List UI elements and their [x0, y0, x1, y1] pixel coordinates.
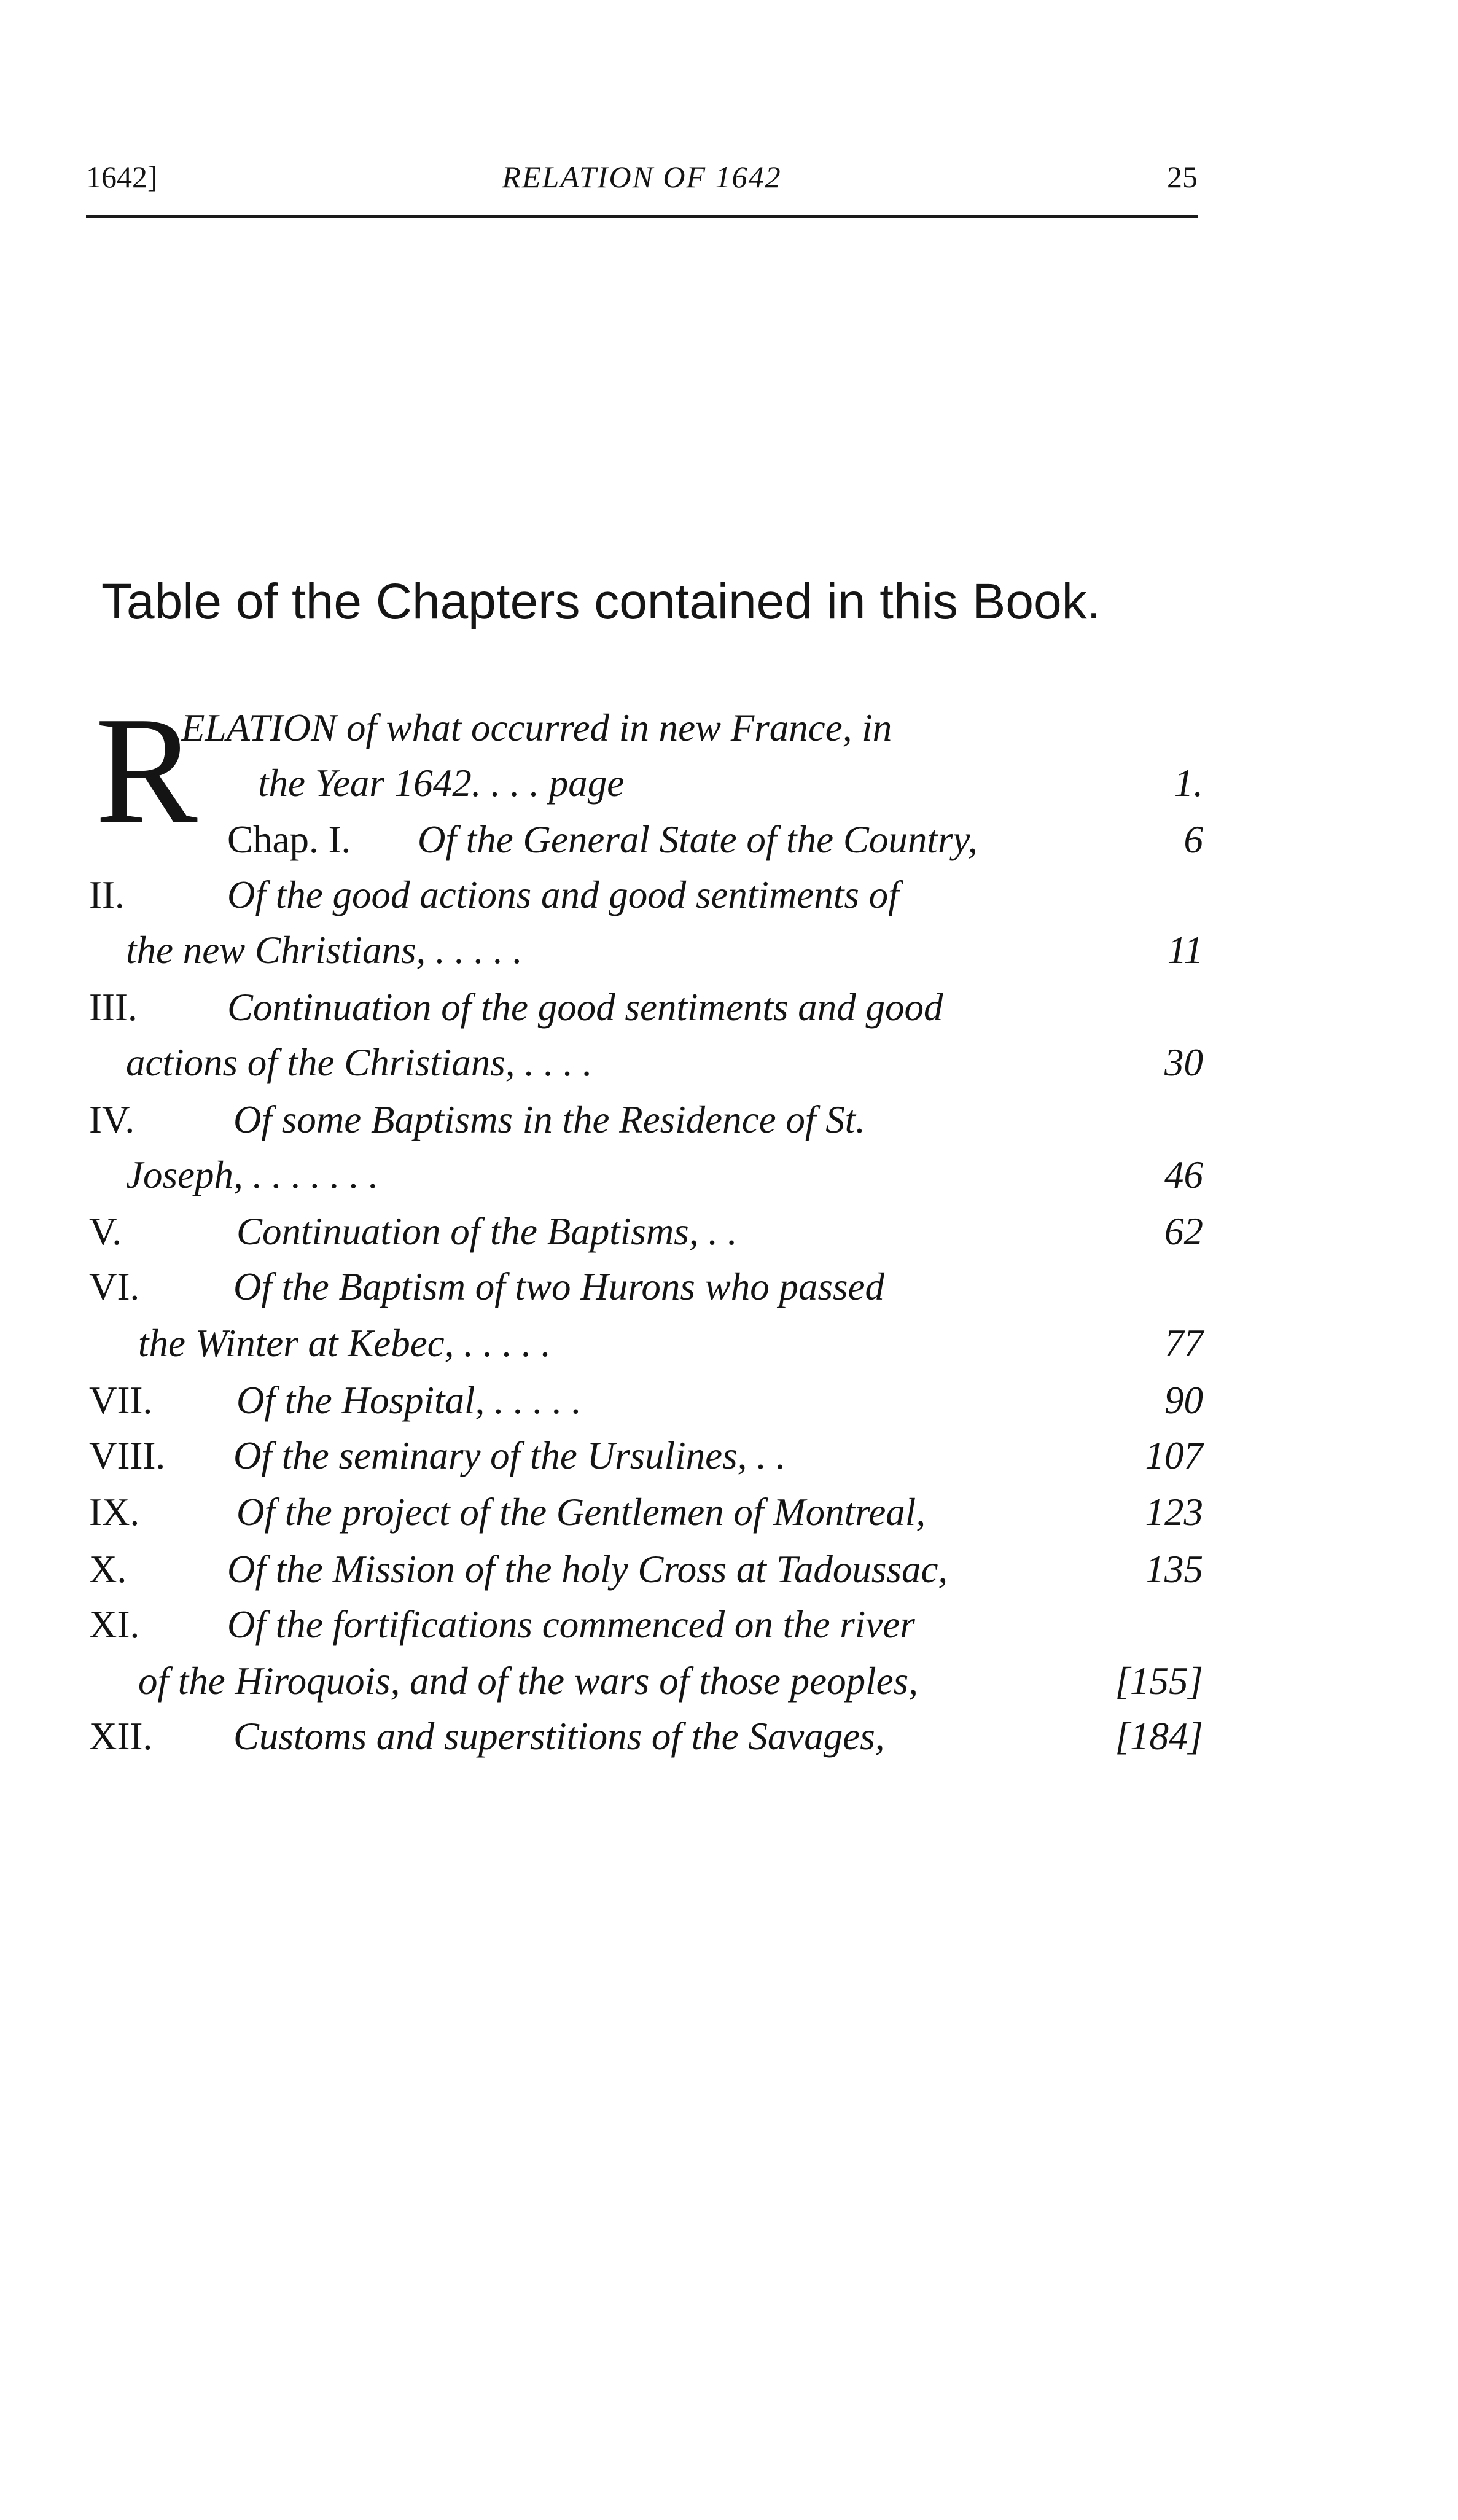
entry-numeral: IV.: [89, 1098, 135, 1141]
entry-line-2: of the Hiroquois, and of the wars of those peoples,: [138, 1660, 918, 1703]
page-number: 25: [1167, 160, 1198, 194]
entry-numeral: X.: [89, 1548, 127, 1591]
entry-numeral: IX.: [89, 1491, 140, 1534]
entry-page: [155]: [1115, 1660, 1203, 1703]
header-rule: [86, 215, 1198, 218]
entry-line-1: Of the good actions and good sentiments of: [227, 873, 899, 916]
entry-numeral: VII.: [89, 1379, 153, 1422]
entry-numeral: XI.: [89, 1603, 140, 1646]
chap1-text: Of the General State of the Country,: [418, 818, 978, 861]
chap1-page: 6: [1183, 818, 1203, 861]
running-header: [86, 147, 1198, 215]
intro-page: 1.: [1174, 762, 1203, 805]
entry-line-2: the Winter at Kebec, . . . . .: [138, 1322, 551, 1365]
entry-line-2: Joseph, . . . . . . .: [126, 1153, 379, 1196]
entry-line-1: Customs and superstitions of the Savages,: [233, 1715, 885, 1758]
entry-line-1: Of the project of the Gentlemen of Montreal,: [236, 1491, 926, 1534]
entry-line-1: Of the Mission of the holy Cross at Tadoussac,: [227, 1548, 948, 1591]
entry-page: 123: [1145, 1491, 1203, 1534]
entry-page: 46: [1164, 1153, 1203, 1196]
entry-numeral: III.: [89, 986, 138, 1029]
entry-line-1: Of the Hospital, . . . . .: [236, 1379, 582, 1422]
header-title: RELATION OF 1642: [502, 160, 782, 194]
toc-title: Table of the Chapters contained in this Book.: [101, 574, 1101, 630]
entry-numeral: II.: [89, 873, 125, 916]
entry-page: 90: [1164, 1379, 1203, 1422]
entry-line-1: Of some Baptisms in the Residence of St.: [233, 1098, 865, 1141]
entry-page: [184]: [1115, 1715, 1203, 1758]
entry-line-2: the new Christians, . . . . .: [126, 929, 523, 972]
drop-cap: R: [95, 685, 198, 856]
entry-page: 62: [1164, 1210, 1203, 1253]
entry-line-1: Of the fortifications commenced on the river: [227, 1603, 915, 1646]
intro-line-1: ELATION of what occurred in new France, in: [181, 706, 892, 749]
entry-page: 77: [1164, 1322, 1203, 1365]
intro-line-2: the Year 1642. . . . page: [258, 762, 625, 805]
entry-numeral: V.: [89, 1210, 122, 1253]
entry-line-1: Of the Baptism of two Hurons who passed: [233, 1265, 884, 1308]
entry-page: 135: [1145, 1548, 1203, 1591]
entry-line-2: actions of the Christians, . . . .: [126, 1041, 593, 1084]
entry-numeral: VIII.: [89, 1434, 166, 1477]
entry-page: 107: [1145, 1434, 1203, 1477]
entry-line-1: Continuation of the good sentiments and good: [227, 986, 943, 1029]
entry-numeral: XII.: [89, 1715, 153, 1758]
entry-page: 30: [1164, 1041, 1203, 1084]
entry-page: 11: [1167, 929, 1203, 972]
entry-numeral: VI.: [89, 1265, 140, 1308]
chap1-label: Chap. I.: [227, 818, 351, 861]
entry-line-1: Of the seminary of the Ursulines, . .: [233, 1434, 786, 1477]
entry-line-1: Continuation of the Baptisms, . .: [236, 1210, 738, 1253]
header-year: 1642]: [86, 160, 158, 194]
